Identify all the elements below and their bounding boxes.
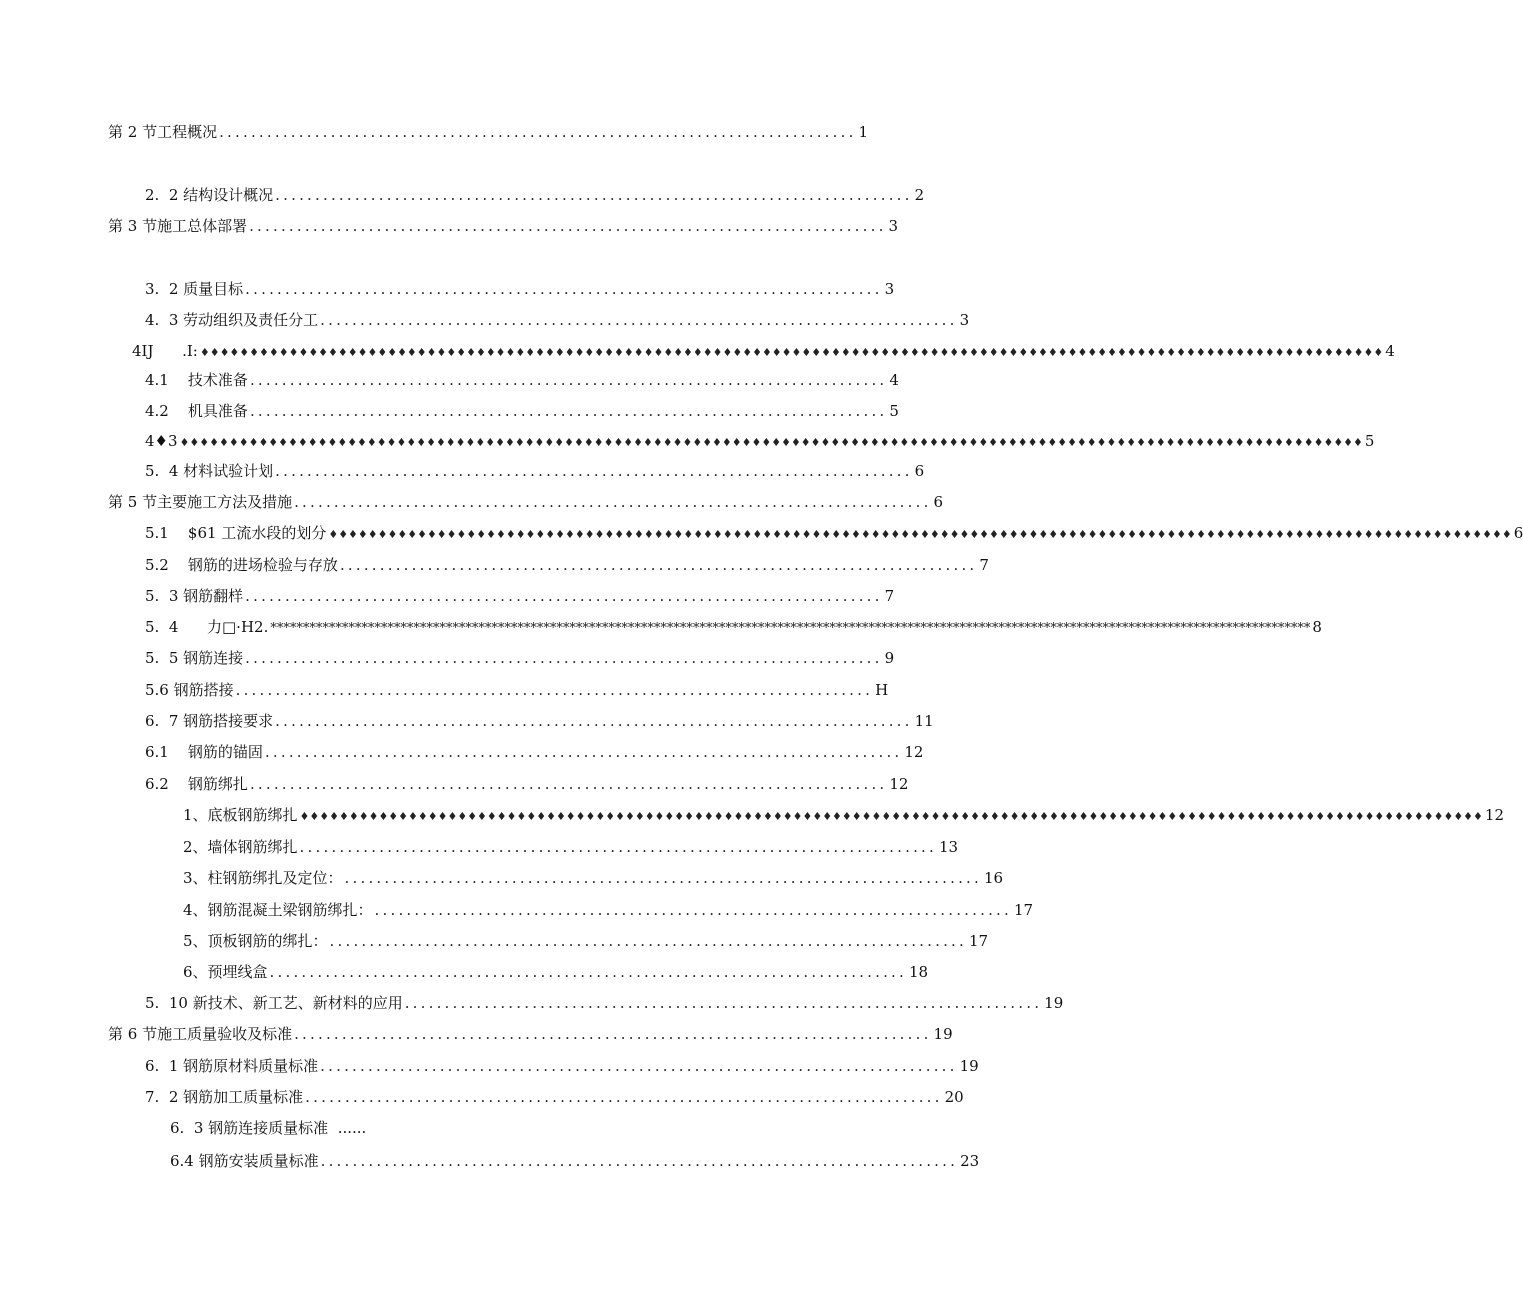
toc-page-number: 20 bbox=[944, 1088, 964, 1106]
toc-entry[interactable] bbox=[145, 401, 899, 421]
toc-leader: ♦♦♦♦♦♦♦♦♦♦♦♦♦♦♦♦♦♦♦♦♦♦♦♦♦♦♦♦♦♦♦♦♦♦♦♦♦♦♦♦♦♦♦♦♦♦♦♦♦♦♦♦♦♦♦♦♦♦♦♦♦♦♦♦♦♦♦♦♦♦♦♦♦♦♦♦♦♦♦♦♦♦♦♦♦♦♦♦♦♦♦♦♦♦♦♦♦♦♦♦♦♦♦♦♦♦♦♦♦♦♦♦♦♦♦♦♦♦♦♦ bbox=[179, 436, 1363, 449]
toc-entry-title: 4. 3 劳动组织及责任分工 bbox=[145, 311, 319, 329]
toc-entry[interactable] bbox=[108, 216, 899, 236]
toc-leader: ♦♦♦♦♦♦♦♦♦♦♦♦♦♦♦♦♦♦♦♦♦♦♦♦♦♦♦♦♦♦♦♦♦♦♦♦♦♦♦♦♦♦♦♦♦♦♦♦♦♦♦♦♦♦♦♦♦♦♦♦♦♦♦♦♦♦♦♦♦♦♦♦♦♦♦♦♦♦♦♦♦♦♦♦♦♦♦♦♦♦♦♦♦♦♦♦♦♦♦♦♦♦♦♦♦♦♦♦♦♦♦♦♦♦♦♦♦♦♦♦ bbox=[299, 810, 1483, 823]
toc-entry[interactable] bbox=[145, 648, 895, 668]
toc-entry[interactable] bbox=[145, 279, 895, 299]
toc-page-number: H bbox=[875, 681, 889, 699]
toc-entry[interactable] bbox=[170, 1118, 420, 1138]
toc-entry-title: 4.1 技术准备 bbox=[145, 371, 248, 389]
toc-entry-title: 5、顶板钢筋的绑扎： bbox=[183, 932, 328, 950]
toc-entry[interactable] bbox=[145, 680, 889, 700]
toc-leader: ................................................................................ bbox=[249, 775, 888, 793]
toc-entry-title: 6. 7 钢筋搭接要求 bbox=[145, 712, 274, 730]
toc-page-number: 18 bbox=[909, 963, 929, 981]
toc-page-number: 12 bbox=[1484, 806, 1504, 824]
toc-entry[interactable] bbox=[183, 931, 989, 951]
toc-page-number: 6 bbox=[914, 462, 925, 480]
toc-entry[interactable] bbox=[145, 555, 989, 575]
toc-entry[interactable] bbox=[145, 711, 934, 731]
toc-entry[interactable] bbox=[145, 586, 895, 606]
toc-leader: ................................................................................ bbox=[249, 371, 888, 389]
toc-entry[interactable] bbox=[170, 1151, 980, 1171]
toc-entry-title: 5. 5 钢筋连接 bbox=[145, 649, 244, 667]
toc-entry[interactable] bbox=[145, 1087, 964, 1107]
toc-entry-title: 第 6 节施工质量验收及标准 bbox=[108, 1025, 293, 1043]
toc-leader: ................................................................................ bbox=[320, 1152, 959, 1170]
toc-entry-title: 5.2 钢筋的进场检验与存放 bbox=[145, 556, 338, 574]
toc-leader: ................................................................................ bbox=[269, 963, 907, 981]
toc-entry[interactable] bbox=[145, 993, 1064, 1013]
toc-page-number: 13 bbox=[939, 838, 959, 856]
toc-leader: ................................................................................ bbox=[294, 1025, 932, 1043]
toc-page-number: 3 bbox=[959, 311, 970, 329]
toc-leader: ................................................................................ bbox=[249, 217, 887, 235]
toc-entry-title: 5. 3 钢筋翻样 bbox=[145, 587, 244, 605]
toc-entry[interactable] bbox=[145, 774, 909, 794]
toc-page-number: 5 bbox=[889, 402, 899, 420]
toc-entry-title: 2. 2 结构设计概况 bbox=[145, 186, 274, 204]
toc-entry-title: 1、底板钢筋绑扎 bbox=[183, 806, 298, 824]
toc-leader: ................................................................................ bbox=[245, 587, 883, 605]
toc-entry[interactable] bbox=[145, 617, 1322, 639]
toc-leader: ................................................................................ bbox=[329, 932, 967, 950]
toc-entry[interactable] bbox=[145, 523, 1523, 545]
toc-page-number: 17 bbox=[1014, 901, 1034, 919]
toc-entry-title: 第 2 节工程概况 bbox=[108, 123, 218, 141]
toc-page-number: 11 bbox=[914, 712, 934, 730]
toc-leader: ................................................................................ bbox=[264, 743, 903, 761]
toc-page-number: 3 bbox=[884, 280, 895, 298]
toc-entry-title: 第 3 节施工总体部署 bbox=[108, 217, 248, 235]
toc-leader: ................................................................................ bbox=[339, 556, 978, 574]
toc-entry-title: 5. 10 新技术、新工艺、新材料的应用 bbox=[145, 994, 403, 1012]
toc-entry[interactable] bbox=[183, 962, 929, 982]
toc-entry[interactable] bbox=[145, 310, 970, 330]
toc-leader: ................................................................................ bbox=[374, 901, 1012, 919]
toc-leader: ................................................................................ bbox=[219, 123, 857, 141]
toc-page-number: 6 bbox=[933, 493, 944, 511]
toc-page-number: 8 bbox=[1312, 618, 1322, 636]
toc-page-number: 5 bbox=[1364, 432, 1375, 450]
toc-page-number: 16 bbox=[984, 869, 1004, 887]
toc-entry[interactable] bbox=[132, 341, 1395, 363]
toc-leader: ................................................................................ bbox=[344, 869, 982, 887]
toc-entry-title: 5. 4 力□·H2. bbox=[145, 618, 269, 636]
toc-entry[interactable] bbox=[108, 1024, 953, 1044]
toc-page-number: 1 bbox=[858, 123, 869, 141]
toc-leader: ................................................................................ bbox=[245, 649, 883, 667]
toc-leader: ................................................................................ bbox=[275, 712, 913, 730]
toc-leader: ♦♦♦♦♦♦♦♦♦♦♦♦♦♦♦♦♦♦♦♦♦♦♦♦♦♦♦♦♦♦♦♦♦♦♦♦♦♦♦♦♦♦♦♦♦♦♦♦♦♦♦♦♦♦♦♦♦♦♦♦♦♦♦♦♦♦♦♦♦♦♦♦♦♦♦♦♦♦♦♦♦♦♦♦♦♦♦♦♦♦♦♦♦♦♦♦♦♦♦♦♦♦♦♦♦♦♦♦♦♦♦♦♦♦♦♦♦♦♦♦ bbox=[199, 346, 1384, 359]
toc-page-number: 17 bbox=[969, 932, 989, 950]
toc-page-number: 12 bbox=[904, 743, 924, 761]
toc-page-number: 12 bbox=[889, 775, 909, 793]
toc-leader: ................................................................................ bbox=[320, 311, 958, 329]
toc-page-number: 7 bbox=[884, 587, 895, 605]
toc-entry[interactable] bbox=[183, 900, 1034, 920]
toc-entry-title: 3. 2 质量目标 bbox=[145, 280, 244, 298]
toc-leader: ................................................................................ bbox=[235, 681, 874, 699]
toc-page-number: 3 bbox=[888, 217, 899, 235]
toc-entry[interactable] bbox=[183, 868, 1004, 888]
toc-entry-title: 6. 1 钢筋原材料质量标准 bbox=[145, 1057, 319, 1075]
toc-entry-title: 6.2 钢筋绑扎 bbox=[145, 775, 248, 793]
toc-entry-title: 5. 4 材料试验计划 bbox=[145, 462, 274, 480]
toc-page-number: 19 bbox=[959, 1057, 979, 1075]
toc-entry[interactable] bbox=[108, 492, 944, 512]
toc-entry-title: 6. 3 钢筋连接质量标准 ...... bbox=[170, 1119, 367, 1137]
toc-entry[interactable] bbox=[145, 370, 899, 390]
toc-leader: ................................................................................ bbox=[320, 1057, 958, 1075]
toc-entry[interactable] bbox=[145, 1056, 979, 1076]
toc-entry-title: 4、钢筋混凝土梁钢筋绑扎： bbox=[183, 901, 373, 919]
toc-leader: ................................................................................ bbox=[275, 462, 913, 480]
toc-entry-title: 6、预埋线盒 bbox=[183, 963, 268, 981]
toc-entry-title: 3、柱钢筋绑扎及定位： bbox=[183, 869, 343, 887]
toc-page-number: 6 bbox=[1513, 524, 1523, 542]
toc-entry-title: 5.1 $61 工流水段的划分 bbox=[145, 524, 327, 542]
toc-entry[interactable] bbox=[183, 837, 959, 857]
toc-entry-title: 第 5 节主要施工方法及措施 bbox=[108, 493, 293, 511]
toc-entry-title: 4.2 机具准备 bbox=[145, 402, 248, 420]
toc-entry-title: 4♦3 bbox=[145, 432, 178, 450]
toc-leader: ♦♦♦♦♦♦♦♦♦♦♦♦♦♦♦♦♦♦♦♦♦♦♦♦♦♦♦♦♦♦♦♦♦♦♦♦♦♦♦♦♦♦♦♦♦♦♦♦♦♦♦♦♦♦♦♦♦♦♦♦♦♦♦♦♦♦♦♦♦♦♦♦♦♦♦♦♦♦♦♦♦♦♦♦♦♦♦♦♦♦♦♦♦♦♦♦♦♦♦♦♦♦♦♦♦♦♦♦♦♦♦♦♦♦♦♦♦♦♦♦ bbox=[328, 528, 1512, 541]
toc-entry-title: 4IJ .I: bbox=[132, 342, 198, 360]
toc-leader: ................................................................................ bbox=[305, 1088, 943, 1106]
toc-leader: ................................................................................ bbox=[245, 280, 883, 298]
toc-page-number: 19 bbox=[1044, 994, 1064, 1012]
toc-entry-title: 6.1 钢筋的锚固 bbox=[145, 743, 263, 761]
toc-entry-title: 7. 2 钢筋加工质量标准 bbox=[145, 1088, 304, 1106]
toc-page-number: 4 bbox=[889, 371, 899, 389]
toc-leader: ................................................................................ bbox=[404, 994, 1043, 1012]
toc-entry[interactable] bbox=[145, 461, 925, 481]
toc-entry[interactable] bbox=[108, 122, 869, 142]
toc-entry-title: 5.6 钢筋搭接 bbox=[145, 681, 234, 699]
toc-leader: ................................................................................ bbox=[299, 838, 937, 856]
toc-leader: **************************************************************************************************************************************************************** bbox=[270, 621, 1311, 636]
toc-page-number: 7 bbox=[979, 556, 989, 574]
toc-entry[interactable] bbox=[145, 742, 924, 762]
toc-page-number: 9 bbox=[884, 649, 895, 667]
toc-leader: ................................................................................ bbox=[275, 186, 913, 204]
toc-leader: ................................................................................ bbox=[294, 493, 932, 511]
toc-entry[interactable] bbox=[145, 185, 925, 205]
toc-entry[interactable] bbox=[145, 431, 1375, 453]
toc-page-number: 19 bbox=[933, 1025, 953, 1043]
toc-entry-title: 2、墙体钢筋绑扎 bbox=[183, 838, 298, 856]
toc-page-number: 2 bbox=[914, 186, 925, 204]
toc-page-number: 23 bbox=[960, 1152, 980, 1170]
toc-page-number: 4 bbox=[1385, 342, 1395, 360]
toc-entry-title: 6.4 钢筋安装质量标准 bbox=[170, 1152, 319, 1170]
toc-entry[interactable] bbox=[183, 805, 1504, 827]
toc-leader: ................................................................................ bbox=[249, 402, 888, 420]
